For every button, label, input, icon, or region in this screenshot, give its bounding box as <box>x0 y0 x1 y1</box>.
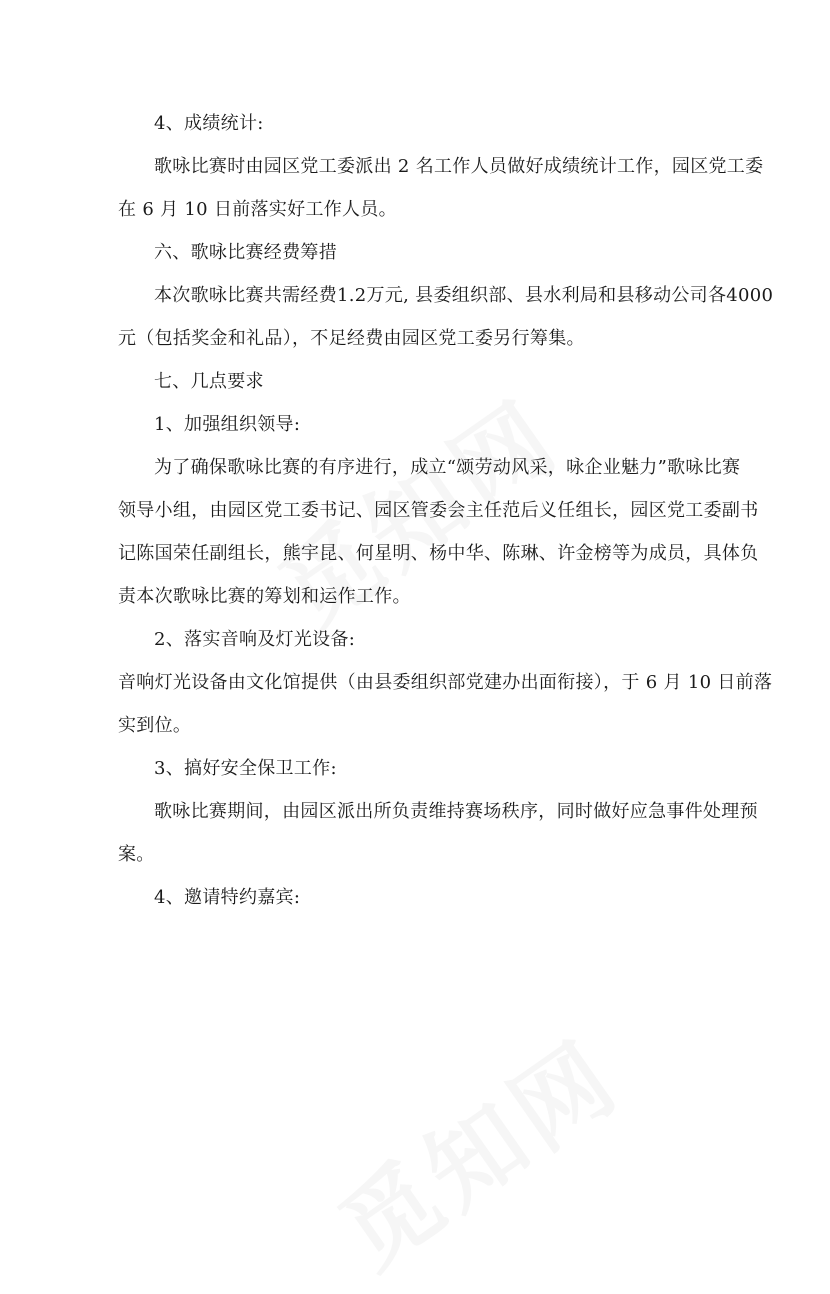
paragraph-line: 责本次歌咏比赛的筹划和运作工作。 <box>118 586 411 607</box>
watermark <box>309 1003 643 1294</box>
paragraph-line: 为了确保歌咏比赛的有序进行，成立“颂劳动风采，咏企业魅力”歌咏比赛 <box>154 457 741 478</box>
heading-leadership: 1、加强组织领导: <box>154 414 301 435</box>
paragraph-line: 歌咏比赛时由园区党工委派出 2 名工作人员做好成绩统计工作，园区党工委 <box>154 156 764 177</box>
heading-security: 3、搞好安全保卫工作: <box>154 758 337 779</box>
paragraph-line: 元（包括奖金和礼品），不足经费由园区党工委另行筹集。 <box>118 328 585 349</box>
paragraph-line: 领导小组，由园区党工委书记、园区管委会主任范后义任组长，园区党工委副书 <box>118 500 759 521</box>
paragraph-line: 本次歌咏比赛共需经费1.2万元, 县委组织部、县水利局和县移动公司各4000 <box>154 285 774 306</box>
heading-equipment: 2、落实音响及灯光设备: <box>154 629 356 650</box>
paragraph-line: 歌咏比赛期间，由园区派出所负责维持赛场秩序，同时做好应急事件处理预 <box>154 801 758 822</box>
heading-guests: 4、邀请特约嘉宾: <box>154 887 301 908</box>
paragraph-line: 实到位。 <box>118 715 192 736</box>
paragraph-line: 音响灯光设备由文化馆提供（由县委组织部党建办出面衔接），于 6 月 10 日前落 <box>118 672 773 693</box>
heading-score-stats: 4、成绩统计: <box>154 113 264 134</box>
paragraph-line: 记陈国荣任副组长，熊宇昆、何星明、杨中华、陈琳、许金榜等为成员，具体负 <box>118 543 759 564</box>
paragraph-line: 在 6 月 10 日前落实好工作人员。 <box>118 199 397 220</box>
section-heading-funding: 六、歌咏比赛经费筹措 <box>154 242 337 263</box>
paragraph-line: 案。 <box>118 844 155 865</box>
section-heading-requirements: 七、几点要求 <box>154 371 264 392</box>
